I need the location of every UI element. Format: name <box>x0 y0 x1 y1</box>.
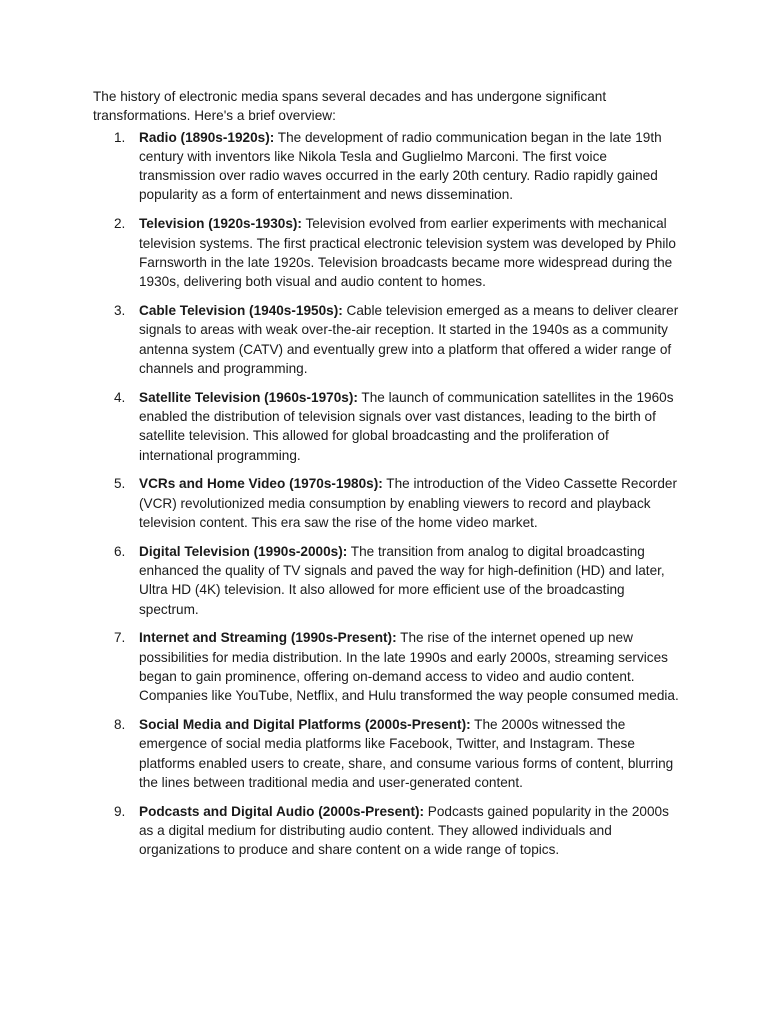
item-title: Social Media and Digital Platforms (2000s-Present): <box>139 717 471 733</box>
item-number: 4. <box>114 389 126 405</box>
item-text: The 2000s witnessed the emergence of social media platforms like Facebook, Twitter, and Instagram. These platforms enabled users to create, share, and consume various forms of content, blurring the lines between traditional media and user-generated content. <box>139 717 674 790</box>
item-number: 7. <box>114 630 126 646</box>
item-number: 1. <box>114 129 126 145</box>
list-item <box>93 214 683 291</box>
item-title: Satellite Television (1960s-1970s): <box>139 389 358 405</box>
item-text: The rise of the internet opened up new possibilities for media distribution. In the late 1990s and early 2000s, streaming services began to gain prominence, offering on-demand access to video and audio content. Companies like YouTube, Netflix, and Hulu transformed the way people consumed media. <box>139 630 679 704</box>
list-item <box>93 802 683 860</box>
item-title: VCRs and Home Video (1970s-1980s): <box>139 476 383 492</box>
item-text: Podcasts gained popularity in the 2000s as a digital medium for distributing audio content. They allowed individuals and organizations to produce and share content on a wide range of topics. <box>139 803 669 858</box>
item-text: Cable television emerged as a means to deliver clearer signals to areas with weak over-the-air reception. It started in the 1940s as a community antenna system (CATV) and eventually grew into a platform that offered a wider range of channels and programming. <box>139 302 679 376</box>
item-number: 3. <box>114 302 126 318</box>
history-list <box>93 128 683 860</box>
intro-paragraph: The history of electronic media spans several decades and has undergone significant transformations. Here's a brief overview: <box>93 89 607 124</box>
item-number: 5. <box>114 476 126 492</box>
item-text: The transition from analog to digital broadcasting enhanced the quality of TV signals and paved the way for high-definition (HD) and later, Ultra HD (4K) television. It also allowed for more efficient use of the broadcasting spectrum. <box>139 543 665 617</box>
list-item <box>93 474 683 532</box>
item-title: Radio (1890s-1920s): <box>139 129 275 145</box>
item-number: 8. <box>114 717 126 733</box>
item-text: The introduction of the Video Cassette Recorder (VCR) revolutionized media consumption by enabling viewers to record and playback television content. This era saw the rise of the home video market. <box>139 476 677 530</box>
document-page <box>93 87 683 869</box>
item-number: 2. <box>114 216 126 232</box>
item-title: Digital Television (1990s-2000s): <box>139 543 348 559</box>
list-item <box>93 628 683 705</box>
item-text: The launch of communication satellites in the 1960s enabled the distribution of television signals over vast distances, leading to the birth of satellite television. This allowed for global broadcasting and the proliferation of international programming. <box>139 389 674 463</box>
item-number: 9. <box>114 803 126 819</box>
list-item <box>93 715 683 792</box>
list-item <box>93 301 683 378</box>
list-item <box>93 128 683 205</box>
item-text: The development of radio communication began in the late 19th century with inventors like Nikola Tesla and Guglielmo Marconi. The first voice transmission over radio waves occurred in the early 20th century. Radio rapidly gained popularity as a form of entertainment and news dissemination. <box>139 129 662 203</box>
item-number: 6. <box>114 543 126 559</box>
item-text: Television evolved from earlier experiments with mechanical television systems. The first practical electronic television system was developed by Philo Farnsworth in the late 1920s. Television broadcasts became more widespread during the 1930s, delivering both visual and audio content to homes. <box>139 216 676 290</box>
list-item <box>93 388 683 465</box>
item-title: Television (1920s-1930s): <box>139 216 302 232</box>
list-item <box>93 542 683 619</box>
item-title: Cable Television (1940s-1950s): <box>139 302 343 318</box>
item-title: Podcasts and Digital Audio (2000s-Present): <box>139 803 425 819</box>
item-title: Internet and Streaming (1990s-Present): <box>139 630 397 646</box>
